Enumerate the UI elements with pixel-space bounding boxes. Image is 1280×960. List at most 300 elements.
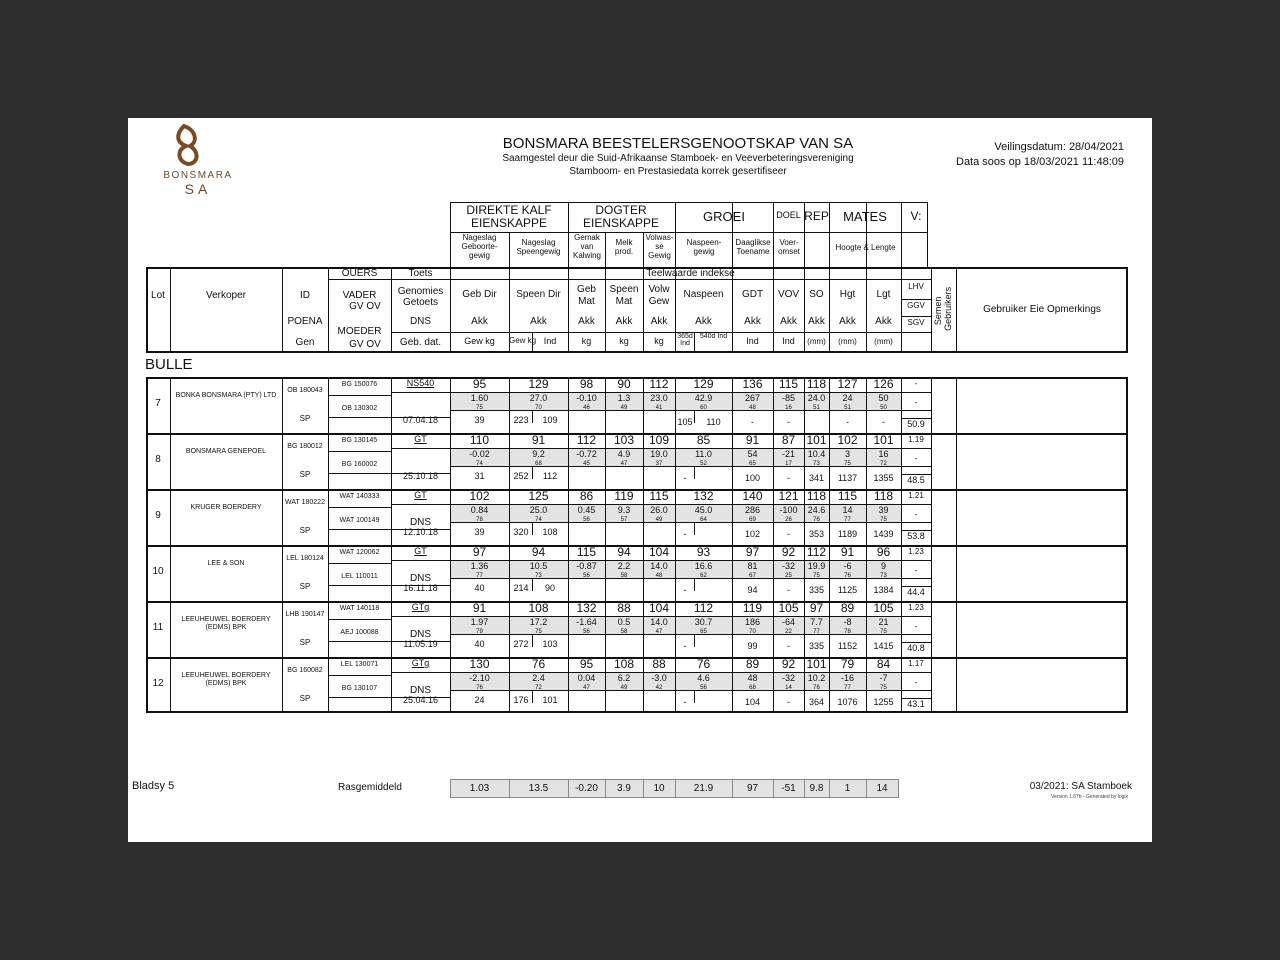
naspeen-540-unit: 540d Ind xyxy=(699,333,728,340)
speen-mat-index: 94 xyxy=(617,545,631,559)
speen-mat-index: 88 xyxy=(617,601,631,615)
geb-mat-index: 112 xyxy=(576,433,597,447)
speen-mat-unit: kg xyxy=(619,336,629,346)
lgt-mm: 1355 xyxy=(873,473,894,483)
so-accuracy: 73 xyxy=(813,461,820,467)
naspeen-ebv: 4.6 xyxy=(697,673,710,683)
lhv-value: 1.23 xyxy=(908,547,924,556)
lgt-accuracy: 75 xyxy=(880,517,887,523)
volw-accuracy: 48 xyxy=(655,573,663,579)
speen-dir-weight: 272 xyxy=(513,639,529,649)
volw-index: 88 xyxy=(652,657,666,671)
gdt-accuracy: 48 xyxy=(749,405,756,411)
speen-dir-ind: 103 xyxy=(542,639,558,649)
test-code: GTg xyxy=(411,602,430,612)
so-ebv: 10.4 xyxy=(807,449,826,459)
hgt-accuracy: 77 xyxy=(844,685,851,691)
naspeen-header: Naspeen xyxy=(683,289,724,300)
birth-date: 11.05.19 xyxy=(403,639,438,649)
grid-line xyxy=(694,634,695,647)
so-ebv: 7.7 xyxy=(810,617,823,627)
speen-dir-index: 125 xyxy=(528,489,549,503)
so-mm: 335 xyxy=(808,641,825,651)
speen-dir-akk: Akk xyxy=(530,316,547,327)
seller-name: LEEUHEUWEL BOERDERY (EDMS) BPK xyxy=(181,672,271,687)
section-title: BULLE xyxy=(145,356,193,373)
gen-header: Gen xyxy=(295,337,315,348)
grid-line xyxy=(170,601,171,657)
gdt-ebv: 186 xyxy=(744,617,761,627)
vov-ebv: -100 xyxy=(779,505,798,515)
naspeen-index: 93 xyxy=(696,545,711,559)
sgv-value: 48.5 xyxy=(907,475,925,485)
grid-line xyxy=(694,522,695,535)
id-header: ID xyxy=(300,290,310,301)
ggv-value: - xyxy=(914,398,918,407)
grid-line xyxy=(901,616,931,617)
breed-average-value: 3.9 xyxy=(617,783,631,794)
so-mm: 353 xyxy=(808,529,825,539)
speen-mat-accuracy: 57 xyxy=(620,517,628,523)
naspeen-akk: Akk xyxy=(695,316,712,327)
geb-dir-ebv: 0.84 xyxy=(470,505,489,515)
geb-dir-header: Geb Dir xyxy=(462,289,497,300)
volw-ebv: 14.0 xyxy=(650,617,668,627)
geb-mat-accuracy: 56 xyxy=(583,573,590,579)
volwasse-label: Volwas- se Gewig xyxy=(645,233,674,260)
grid-line xyxy=(282,377,283,433)
sgv-header: SGV xyxy=(907,318,925,327)
grid-line xyxy=(901,560,931,561)
sgv-value: 50.9 xyxy=(907,419,925,429)
naspeen-accuracy: 64 xyxy=(700,517,707,523)
so-index: 112 xyxy=(806,545,827,559)
hgt-mm: - xyxy=(846,417,849,427)
seller-name: KRUGER BOERDERY xyxy=(190,504,262,511)
lhv-value: 1.21 xyxy=(908,491,924,500)
lgt-ebv: -7 xyxy=(879,673,888,683)
ggv-value: - xyxy=(914,678,918,687)
naspeen-365: - xyxy=(683,473,687,483)
geb-dat-header: Geb. dat. xyxy=(399,337,442,348)
dam-id: WAT 100149 xyxy=(339,517,380,524)
seller-name: BONKA BONSMARA (PTY) LTD xyxy=(175,392,277,399)
grid-line xyxy=(170,489,171,545)
speen-dir-weight: 223 xyxy=(513,415,529,425)
lgt-mm: 1415 xyxy=(873,641,894,651)
speen-dir-weight: 252 xyxy=(513,471,529,481)
vov-accuracy: 16 xyxy=(785,405,792,411)
hgt-ebv: -16 xyxy=(840,673,854,683)
auction-date: Veilingsdatum: 28/04/2021 xyxy=(994,141,1124,153)
speen-mat-accuracy: 58 xyxy=(620,629,628,635)
dns-header: DNS xyxy=(409,316,432,327)
geb-dir-accuracy: 74 xyxy=(476,461,483,467)
sgv-value: 44.4 xyxy=(907,587,925,597)
volw-ebv: 23.0 xyxy=(650,393,668,403)
hgt-index: 102 xyxy=(837,433,858,447)
speen-mat-ebv: 0.5 xyxy=(617,617,631,627)
lgt-index: 126 xyxy=(873,377,894,391)
volw-unit: kg xyxy=(654,336,664,346)
grid-line xyxy=(391,616,450,617)
gdt-ebv: 267 xyxy=(744,393,761,403)
gdt-ind: 104 xyxy=(744,697,761,707)
grid-line xyxy=(170,433,171,489)
gdt-header: GDT xyxy=(741,289,764,300)
geb-mat-accuracy: 56 xyxy=(583,517,590,523)
hgt-ebv: 3 xyxy=(844,449,850,459)
speen-dir-ind: 112 xyxy=(542,471,558,481)
breed-average-value: 1 xyxy=(844,783,851,794)
vov-ebv: -21 xyxy=(781,449,795,459)
dns-flag: DNS xyxy=(409,629,432,640)
grid-line xyxy=(391,560,450,561)
volw-index: 115 xyxy=(649,489,669,503)
dam-id: BG 160002 xyxy=(341,461,378,468)
so-index: 101 xyxy=(806,657,827,671)
grid-line xyxy=(282,657,283,713)
hgt-accuracy: 78 xyxy=(844,629,851,635)
hgt-unit: (mm) xyxy=(838,337,857,346)
vov-ind: - xyxy=(787,417,790,427)
birth-date: 25.04.16 xyxy=(402,695,439,705)
row-divider xyxy=(450,560,931,561)
grid-line xyxy=(956,377,957,433)
sgv-value: 53.8 xyxy=(907,531,925,541)
gdt-accuracy: 69 xyxy=(749,517,756,523)
edition-label: 03/2021: SA Stamboek xyxy=(1029,781,1132,792)
geb-mat-index: 132 xyxy=(576,601,597,615)
gdt-index: 91 xyxy=(745,433,760,447)
geb-dir-ebv: -2.10 xyxy=(469,673,490,683)
daughter-traits-header: DOGTER EIENSKAPPE xyxy=(582,203,660,231)
sire-id: LEL 130071 xyxy=(340,661,379,668)
hgt-index: 127 xyxy=(837,377,858,391)
version-label: Version 1.67b - Generated by logix xyxy=(1051,794,1128,800)
speen-dir-index: 76 xyxy=(531,657,546,671)
grid-line xyxy=(391,672,450,673)
lgt-index: 84 xyxy=(876,657,891,671)
lgt-accuracy: 73 xyxy=(880,573,887,579)
breed-average-value: 1.03 xyxy=(469,783,490,794)
birth-date: 07.04.18 xyxy=(402,415,439,425)
grid-line xyxy=(328,585,391,586)
gdt-akk: Akk xyxy=(744,316,761,327)
naspeen-ebv: 45.0 xyxy=(694,505,713,515)
naspeen-index: 85 xyxy=(696,433,711,447)
breed-average-value: 21.9 xyxy=(693,783,714,794)
naspeen-accuracy: 62 xyxy=(700,573,707,579)
seller-name: BONSMARA GENEPOEL xyxy=(185,448,267,455)
breed-average-value: 10 xyxy=(653,783,665,794)
melk-label: Melk prod. xyxy=(614,238,634,256)
vov-ind: - xyxy=(787,641,790,651)
doel-header: DOEL xyxy=(776,210,801,220)
lgt-akk: Akk xyxy=(875,316,892,327)
hgt-mm: 1152 xyxy=(837,641,858,651)
hgt-accuracy: 77 xyxy=(844,517,851,523)
speen-mat-ebv: 2.2 xyxy=(617,561,631,571)
hgt-akk: Akk xyxy=(839,316,856,327)
volw-ebv: -3.0 xyxy=(651,673,667,683)
gdt-ind: 100 xyxy=(744,473,761,483)
geb-dir-accuracy: 75 xyxy=(476,405,483,411)
hgt-mm: 1137 xyxy=(837,473,858,483)
grid-line xyxy=(931,433,932,489)
vov-accuracy: 25 xyxy=(785,573,792,579)
hgt-ebv: -6 xyxy=(843,561,852,571)
so-mm: 341 xyxy=(808,473,825,483)
vov-index: 115 xyxy=(778,377,799,391)
geb-dir-index: 102 xyxy=(469,489,490,503)
naspeen-ebv: 11.0 xyxy=(695,449,712,459)
lgt-index: 118 xyxy=(873,489,894,503)
vov-accuracy: 22 xyxy=(785,629,792,635)
lgt-mm: 1439 xyxy=(873,529,894,539)
hgt-ebv: 24 xyxy=(842,393,853,403)
sgv-value: 40.8 xyxy=(907,643,925,653)
geb-mat-index: 86 xyxy=(579,489,594,503)
gdt-accuracy: 68 xyxy=(749,685,756,691)
geb-dir-index: 95 xyxy=(472,377,487,391)
hgt-header: Hgt xyxy=(839,289,856,300)
page-subtitle: Saamgestel deur die Suid-Afrikaanse Stamboek- en Veeverbeteringsvereniging xyxy=(502,153,854,164)
speen-dir-unit: Gew kg xyxy=(509,336,537,345)
so-akk: Akk xyxy=(808,316,825,327)
hgt-index: 115 xyxy=(837,489,858,503)
geb-dir-accuracy: 76 xyxy=(476,685,483,691)
grid-line xyxy=(931,601,932,657)
row-divider xyxy=(450,392,931,393)
speen-mat-accuracy: 47 xyxy=(620,461,628,467)
dns-flag: DNS xyxy=(409,685,432,696)
hgt-ebv: 14 xyxy=(842,505,853,515)
geb-mat-ebv: 0.45 xyxy=(577,505,596,515)
speen-mat-index: 103 xyxy=(613,433,635,447)
naspeen-accuracy: 65 xyxy=(700,629,707,635)
sire-id: WAT 120062 xyxy=(339,549,380,556)
moeder-header: MOEDER xyxy=(337,326,382,337)
speen-dir-ind-unit: Ind xyxy=(543,336,557,346)
vov-index: 87 xyxy=(781,433,796,447)
stud-catalogue-page xyxy=(128,118,1152,842)
grid-line xyxy=(328,641,391,642)
geb-dir-weight: 24 xyxy=(474,695,485,705)
grid-line xyxy=(694,466,695,479)
seller-name: LEEUHEUWEL BOERDERY (EDMS) BPK xyxy=(181,616,271,631)
speen-mat-accuracy: 58 xyxy=(620,573,628,579)
lgt-ebv: 21 xyxy=(878,617,889,627)
grid-line xyxy=(956,433,957,489)
poena-code: SP xyxy=(299,526,311,535)
grid-line xyxy=(901,504,931,505)
animal-id: LEL 180124 xyxy=(286,555,324,562)
so-ebv: 10.2 xyxy=(807,673,826,683)
nageslag-speen-label: Nageslag Speengewig xyxy=(516,238,561,256)
geb-mat-accuracy: 46 xyxy=(583,405,590,411)
grid-line xyxy=(694,578,695,591)
speen-dir-ind: 108 xyxy=(542,527,558,537)
lot-number: 11 xyxy=(152,622,164,633)
naspeen-accuracy: 56 xyxy=(700,685,707,691)
vov-ind: - xyxy=(787,529,790,539)
geb-dir-weight: 40 xyxy=(474,583,485,593)
grid-line xyxy=(328,473,391,474)
page-number: Bladsy 5 xyxy=(132,780,175,792)
hgt-accuracy: 51 xyxy=(844,405,851,411)
geb-dir-index: 97 xyxy=(472,545,487,559)
naspeen-ebv: 16.6 xyxy=(694,561,713,571)
dam-id: AEJ 100088 xyxy=(340,629,379,636)
breed-average-value: -51 xyxy=(781,783,796,794)
geb-dir-index: 110 xyxy=(469,433,490,447)
speen-dir-accuracy: 70 xyxy=(535,405,542,411)
gdt-ind: 99 xyxy=(747,641,758,651)
growth-header: GROEI xyxy=(703,209,745,224)
vov-akk: Akk xyxy=(780,316,797,327)
so-index: 118 xyxy=(806,489,827,503)
lgt-index: 101 xyxy=(873,433,894,447)
ouers-header: OUERS xyxy=(341,268,378,279)
geb-dir-accuracy: 78 xyxy=(476,517,483,523)
row-divider xyxy=(450,504,931,505)
grid-line xyxy=(328,395,391,396)
grid-line xyxy=(931,545,932,601)
gdt-ebv: 286 xyxy=(744,505,761,515)
grid-line xyxy=(282,545,283,601)
test-code: GT xyxy=(414,546,427,556)
dam-id: LEL 110011 xyxy=(341,573,378,580)
lgt-mm: 1255 xyxy=(873,697,894,707)
row-divider xyxy=(450,616,931,617)
naspeen-540: 110 xyxy=(706,417,721,427)
grid-line xyxy=(170,657,171,713)
grid-line xyxy=(694,690,695,703)
ggv-header: GGV xyxy=(907,301,925,310)
breed-average-value: 9.8 xyxy=(809,783,824,794)
speen-dir-index: 129 xyxy=(528,377,549,391)
speen-dir-weight: 176 xyxy=(513,695,529,705)
volw-ebv: 14.0 xyxy=(650,561,668,571)
dns-flag: DNS xyxy=(409,517,432,528)
grid-line xyxy=(328,697,391,698)
grid-line xyxy=(931,489,932,545)
grid-line xyxy=(931,657,932,713)
lgt-unit: (mm) xyxy=(874,337,893,346)
ggv-value: - xyxy=(914,510,918,519)
so-accuracy: 77 xyxy=(813,629,820,635)
dam-id: OB 130302 xyxy=(341,405,378,412)
sire-id: BG 130145 xyxy=(341,437,378,444)
so-ebv: 24.0 xyxy=(807,393,826,403)
speen-dir-ind: 90 xyxy=(544,583,555,593)
geb-dir-ebv: 1.36 xyxy=(470,561,489,571)
mates-header: MATES xyxy=(843,209,887,224)
geb-dir-weight: 39 xyxy=(474,527,485,537)
naspeen-365: - xyxy=(683,641,687,651)
direct-calf-traits-header: DIREKTE KALF EIENSKAPPE xyxy=(466,203,552,231)
naspeen-accuracy: 52 xyxy=(700,461,707,467)
speen-dir-index: 94 xyxy=(531,545,546,559)
geb-mat-ebv: -1.64 xyxy=(576,617,597,627)
gdt-index: 97 xyxy=(745,545,760,559)
seller-name: LEE & SON xyxy=(207,560,245,567)
dns-flag: DNS xyxy=(409,573,432,584)
lhv-value: 1.23 xyxy=(908,603,924,612)
vader-header: VADER xyxy=(342,290,377,301)
vov-ind: - xyxy=(787,697,790,707)
naspeen-gewig-label: Naspeen- gewig xyxy=(686,238,722,256)
speen-mat-ebv: 4.9 xyxy=(617,449,631,459)
speen-dir-ind: 109 xyxy=(542,415,558,425)
gdt-index: 119 xyxy=(742,601,763,615)
lgt-accuracy: 50 xyxy=(880,405,887,411)
grid-line xyxy=(328,507,391,508)
lgt-ebv: 9 xyxy=(880,561,886,571)
vov-accuracy: 26 xyxy=(785,517,792,523)
lhv-value: - xyxy=(914,379,918,388)
test-code: GT xyxy=(414,490,427,500)
speen-mat-index: 119 xyxy=(614,489,634,503)
rep-header: REP xyxy=(804,209,829,223)
logo-text: BONSMARA xyxy=(163,170,233,181)
so-accuracy: 51 xyxy=(813,405,820,411)
naspeen-ebv: 30.7 xyxy=(694,617,713,627)
speen-dir-ind: 101 xyxy=(542,695,558,705)
grid-line xyxy=(328,417,391,418)
sire-id: WAT 140118 xyxy=(339,605,380,612)
grid-line xyxy=(328,619,391,620)
vov-ebv: -64 xyxy=(781,617,795,627)
naspeen-365: 105 xyxy=(677,417,693,427)
grid-line xyxy=(170,377,171,433)
geb-dir-index: 91 xyxy=(472,601,487,615)
grid-line xyxy=(956,601,957,657)
animal-id: BG 180012 xyxy=(287,443,323,450)
geb-mat-ebv: 0.04 xyxy=(577,673,596,683)
breed-average-label: Rasgemiddeld xyxy=(338,782,402,793)
moeder-gv-ov: GV OV xyxy=(349,339,381,350)
gdt-unit: Ind xyxy=(746,336,759,346)
breed-average-value: 97 xyxy=(746,783,759,794)
gdt-ind: 102 xyxy=(744,529,761,539)
hgt-mm: 1076 xyxy=(837,697,858,707)
hgt-accuracy: 75 xyxy=(844,461,851,467)
so-ebv: 24.6 xyxy=(807,505,826,515)
speen-dir-accuracy: 75 xyxy=(535,629,542,635)
v-header: V: xyxy=(910,209,922,223)
geb-mat-unit: kg xyxy=(581,336,592,346)
gdt-ebv: 81 xyxy=(747,561,758,571)
so-ebv: 19.9 xyxy=(807,561,826,571)
grid-line xyxy=(170,545,171,601)
animal-id: LHB 190147 xyxy=(285,611,325,618)
breed-average-value: 13.5 xyxy=(528,783,549,794)
naspeen-365: - xyxy=(683,697,687,707)
volw-ebv: 26.0 xyxy=(650,505,668,515)
so-unit: (mm) xyxy=(807,337,826,346)
geb-mat-ebv: -0.87 xyxy=(576,561,597,571)
vader-gv-ov: GV OV xyxy=(349,301,381,312)
naspeen-index: 112 xyxy=(693,601,714,615)
geb-dir-weight: 39 xyxy=(474,415,485,425)
volw-gew-header: Volw Gew xyxy=(648,284,670,307)
geb-dir-accuracy: 77 xyxy=(476,573,483,579)
geb-mat-accuracy: 45 xyxy=(583,461,590,467)
gdt-accuracy: 67 xyxy=(749,573,756,579)
gdt-index: 140 xyxy=(742,489,763,503)
